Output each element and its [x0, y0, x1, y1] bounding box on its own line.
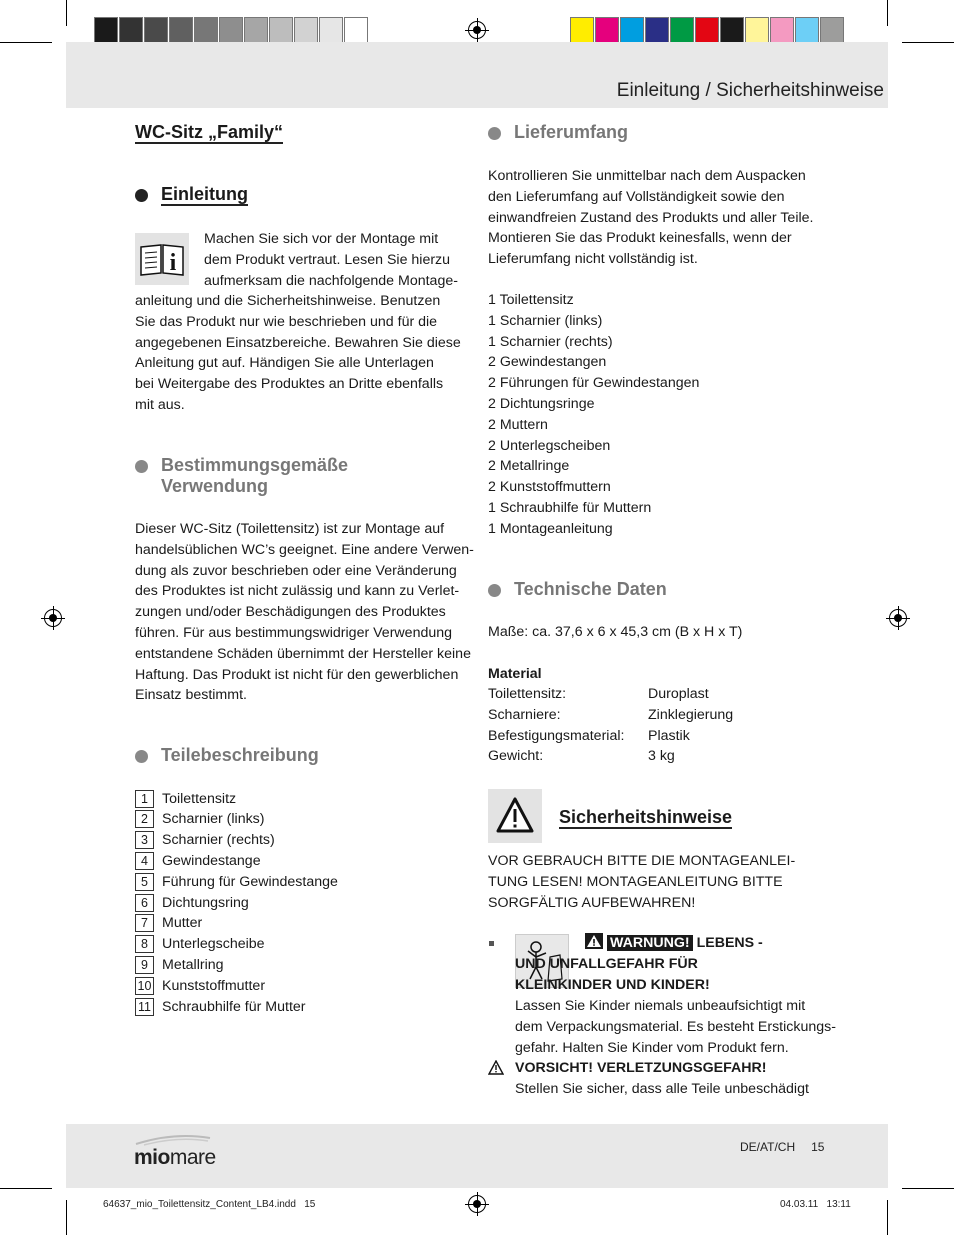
color-swatch	[595, 17, 619, 43]
scope-item: 2 Unterlegscheiben	[488, 437, 611, 454]
part-label: Metallring	[162, 956, 224, 973]
part-label: Scharnier (rechts)	[162, 832, 275, 849]
color-swatch	[795, 17, 819, 43]
spec-value: Zinklegierung	[648, 706, 734, 723]
scope-item: 2 Metallringe	[488, 458, 570, 475]
registration-mark-icon	[889, 609, 907, 627]
scope-item-list	[488, 290, 699, 540]
color-swatch	[119, 17, 143, 43]
slug-date: 04.03.11 13:11	[780, 1199, 851, 1210]
warning-triangle-icon	[488, 789, 542, 843]
bullet-square	[489, 941, 494, 946]
color-swatch	[194, 17, 218, 43]
spec-value: Plastik	[648, 727, 690, 744]
info-book-icon	[135, 233, 189, 285]
part-label: Führung für Gewindestange	[162, 873, 338, 890]
color-swatch	[144, 17, 168, 43]
part-number-box: 1	[135, 790, 154, 808]
part-label: Toilettensitz	[162, 790, 237, 807]
spec-key: Scharniere:	[488, 706, 561, 723]
crop-mark	[887, 1200, 888, 1235]
cmyk-color-bar	[570, 17, 845, 43]
scope-item: 1 Scharnier (rechts)	[488, 333, 613, 350]
spec-value: Duroplast	[648, 686, 709, 702]
color-swatch	[770, 17, 794, 43]
intro-text-first: Machen Sie sich vor der Montage mit dem Produkt vertraut. Lesen Sie hierzu aufmerksam die nachfolgende Montage-	[204, 231, 458, 289]
footer-page-info: DE/AT/CH 15	[740, 1140, 825, 1154]
part-number-box: 7	[135, 914, 154, 932]
crop-mark	[902, 42, 954, 43]
scope-item: 1 Toilettensitz	[488, 292, 574, 308]
warning-heading-rest: UND UNFALLGEFAHR FÜR KLEINKINDER UND KINDER!	[515, 956, 710, 993]
crop-mark	[0, 42, 52, 43]
tech-data-heading: Technische Daten	[514, 579, 667, 599]
caution-label: VORSICHT! VERLETZUNGSGEFAHR!	[515, 1060, 767, 1076]
part-item	[135, 893, 249, 912]
scope-heading: Lieferumfang	[514, 122, 629, 142]
part-label: Schraubhilfe für Mutter	[162, 998, 306, 1015]
spec-key: Toilettensitz:	[488, 686, 567, 702]
part-number-box: 5	[135, 873, 154, 891]
scope-item: 1 Montageanleitung	[488, 520, 613, 537]
caution-text: Stellen Sie sicher, dass alle Teile unbeschädigt	[515, 1081, 809, 1097]
product-title: WC-Sitz „Family“	[135, 122, 284, 142]
part-label: Dichtungsring	[162, 894, 249, 911]
scope-item: 2 Kunststoffmuttern	[488, 479, 611, 496]
part-item	[135, 872, 338, 891]
part-label: Gewindestange	[162, 852, 261, 869]
intro-text-rest: anleitung und die Sicherheitshinweise. Benutzen Sie das Produkt nur wie beschrieben und für die angegebenen Einsatzbereiche. Bewahren Sie diese Anleitung gut auf. Händigen Sie alle Unterlagen bei Weitergabe des Produktes an Dritte ebenfalls mit aus.	[135, 293, 461, 413]
color-swatch	[219, 17, 243, 43]
scope-item: 2 Gewindestangen	[488, 354, 607, 371]
part-number-box: 4	[135, 852, 154, 870]
scope-item: 2 Dichtungsringe	[488, 395, 595, 412]
intended-use-text: Dieser WC-Sitz (Toilettensitz) ist zur Montage auf handelsüblichen WC’s geeignet. Eine andere Verwen- dung als zuvor beschrieben oder eine Veränderung des Produktes ist nicht zulässig und kann zu Verlet- zungen und/oder Beschädigungen des Produktes führen. Für aus bestimmungswidriger Verwendung entstandene Schäden übernimmt der Hersteller keine Haftung. Das Produkt ist nicht für den gewerblichen Einsatz bestimmt.	[135, 521, 474, 704]
color-swatch	[620, 17, 644, 43]
part-number-box: 3	[135, 831, 154, 849]
color-swatch	[294, 17, 318, 43]
color-swatch	[820, 17, 844, 43]
warning-block: WARNUNG! LEBENS -	[585, 933, 763, 956]
scope-text: Kontrollieren Sie unmittelbar nach dem Auspacken den Lieferumfang auf Vollständigkeit sowie den einwandfreien Zustand des Produkts und aller Teile. Montieren Sie das Produkt keinesfalls, wenn der Lieferumfang nicht vollständig ist.	[488, 168, 814, 268]
part-item	[135, 831, 275, 850]
spec-key: Befestigungsmaterial:	[488, 727, 625, 744]
material-heading: Material	[488, 666, 542, 682]
part-item	[135, 935, 265, 954]
page-title: Einleitung / Sicherheitshinweise	[616, 80, 884, 101]
registration-mark-icon	[468, 21, 486, 39]
safety-caps-text: VOR GEBRAUCH BITTE DIE MONTAGEANLEI- TUNG LESEN! MONTAGEANLEITUNG BITTE SORGFÄLTIG AUFBEWAHREN!	[488, 853, 796, 911]
color-swatch	[695, 17, 719, 43]
warning-label: WARNUNG!	[607, 935, 693, 951]
part-item	[135, 976, 265, 995]
scope-item: 1 Schraubhilfe für Muttern	[488, 499, 652, 516]
crop-mark	[0, 1188, 52, 1189]
registration-mark-icon	[44, 609, 62, 627]
color-swatch	[169, 17, 193, 43]
warning-small-triangle-icon	[585, 933, 603, 956]
color-swatch	[645, 17, 669, 43]
part-number-box: 9	[135, 956, 154, 974]
color-swatch	[269, 17, 293, 43]
part-number-box: 8	[135, 935, 154, 953]
registration-mark-icon	[468, 1195, 486, 1213]
safety-heading: Sicherheitshinweise	[559, 807, 733, 827]
scope-item: 2 Muttern	[488, 416, 548, 433]
part-item	[135, 851, 261, 870]
gray-color-bar	[94, 17, 369, 43]
page-number: 15	[811, 1140, 825, 1154]
spec-value: 3 kg	[648, 748, 675, 765]
color-swatch	[344, 17, 368, 43]
intro-heading: Einleitung	[161, 184, 248, 204]
part-item	[135, 789, 236, 808]
color-swatch	[720, 17, 744, 43]
spec-key: Gewicht:	[488, 748, 544, 765]
color-swatch	[244, 17, 268, 43]
dimensions: Maße: ca. 37,6 x 6 x 45,3 cm (B x H x T)	[488, 624, 743, 640]
part-item	[135, 955, 224, 974]
logo-swoosh-icon	[134, 1134, 212, 1146]
scope-item: 1 Scharnier (links)	[488, 312, 603, 329]
brand-logo: miomare	[134, 1146, 216, 1169]
color-swatch	[670, 17, 694, 43]
warning-text: Lassen Sie Kinder niemals unbeaufsichtigt mit dem Verpackungsmaterial. Es besteht Erstickungs- gefahr. Halten Sie Kinder vom Produkt fern.	[515, 998, 836, 1056]
part-number-box: 6	[135, 894, 154, 912]
color-swatch	[319, 17, 343, 43]
color-swatch	[94, 17, 118, 43]
part-item	[135, 914, 202, 933]
part-label: Mutter	[162, 915, 203, 932]
caution-triangle-icon	[488, 1060, 504, 1080]
intended-use-heading: Bestimmungsgemäße Verwendung	[161, 455, 349, 496]
crop-mark	[887, 0, 888, 26]
crop-mark	[902, 1188, 954, 1189]
part-item	[135, 810, 265, 829]
part-item	[135, 997, 306, 1016]
slug-file-info: 64637_mio_Toilettensitz_Content_LB4.indd 15	[103, 1199, 316, 1210]
part-number-box: 10	[135, 977, 154, 995]
part-label: Unterlegscheibe	[162, 936, 265, 953]
part-number-box: 2	[135, 810, 154, 828]
color-swatch	[745, 17, 769, 43]
color-swatch	[570, 17, 594, 43]
part-label: Scharnier (links)	[162, 811, 265, 828]
parts-heading: Teilebeschreibung	[161, 745, 319, 765]
crop-mark	[66, 0, 67, 26]
svg-text:i: i	[169, 250, 177, 276]
part-number-box: 11	[135, 998, 154, 1016]
crop-mark	[66, 1200, 67, 1235]
scope-item: 2 Führungen für Gewindestangen	[488, 375, 700, 392]
part-label: Kunststoffmutter	[162, 977, 266, 994]
